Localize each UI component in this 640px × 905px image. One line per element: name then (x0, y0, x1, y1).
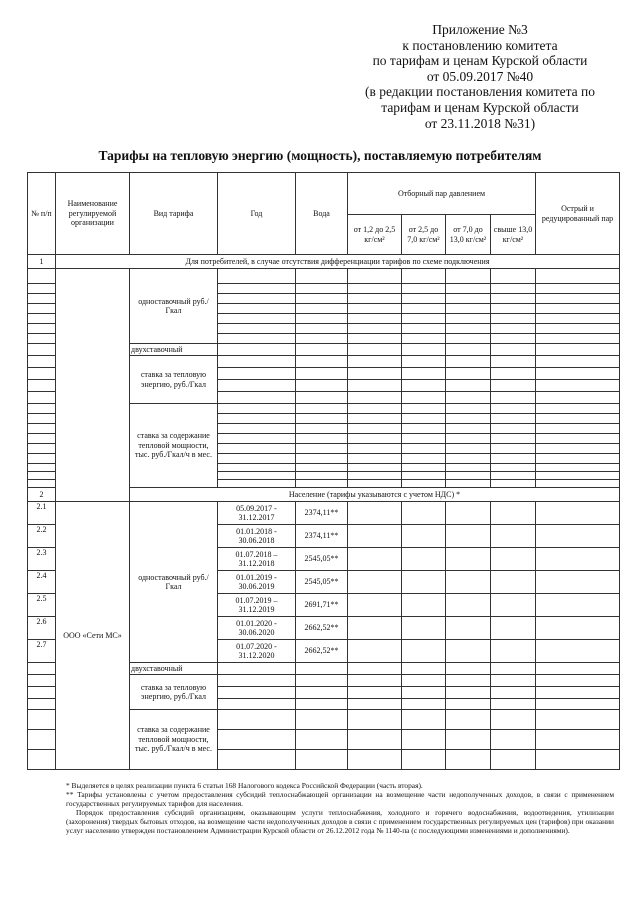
pressure-3-header: от 7,0 до 13,0 кг/см² (446, 215, 491, 255)
header-block (330, 22, 630, 131)
section-2-org: ООО «Сети МС» (56, 502, 130, 770)
row-water: 2662,52** (296, 640, 348, 663)
row-period: 01.07.2019 – 31.12.2019 (218, 594, 296, 617)
section-1-two-rate: двухставочный (130, 344, 218, 356)
row-period: 01.01.2019 - 30.06.2019 (218, 571, 296, 594)
section-1-row (28, 255, 620, 269)
header-line: от 23.11.2018 №31) (424, 115, 536, 131)
header-line: от 05.09.2017 №40 (426, 68, 534, 84)
row-water: 2545,05** (296, 548, 348, 571)
section-2-num: 2 (28, 488, 56, 502)
footnote-subsidy: ** Тарифы установлены с учетом предоставления субсидий теплоснабжающей организации на возмещение части недополученных доходов, в связи с применением государственных регулируемых тарифов для населения. (66, 790, 614, 808)
table-header-row (28, 173, 620, 215)
document-title: Тарифы на тепловую энергию (мощность), поставляемую потребителям (98, 148, 542, 163)
row-num: 2.5 (28, 594, 56, 617)
col-tariff-type-header: Вид тарифа (130, 173, 218, 255)
row-water: 2374,11** (296, 525, 348, 548)
section-1-single-rate: одноставочный руб./Гкал (130, 269, 218, 344)
col-org-header: Наименование регулируемой организации (56, 173, 130, 255)
row-water: 2691,71** (296, 594, 348, 617)
section-1-title: Для потребителей, в случае отсутствия дифференциации тарифов по схеме подключения (56, 255, 620, 269)
header-line: тарифам и ценам Курской области (381, 99, 579, 115)
section-2-two-rate: двухставочный (130, 663, 218, 675)
row-water: 2662,52** (296, 617, 348, 640)
row-period: 01.01.2018 - 30.06.2018 (218, 525, 296, 548)
section-2-single-rate: одноставочный руб./Гкал (130, 502, 218, 663)
row-num: 2.4 (28, 571, 56, 594)
section-2-title: Население (тарифы указываются с учетом НДС) * (130, 488, 620, 502)
col-sharp-steam-header: Острый и редуцированный пар (536, 173, 620, 255)
row-period: 01.01.2020 - 30.06.2020 (218, 617, 296, 640)
section-2-energy-rate: ставка за тепловую энергию, руб./Гкал (130, 675, 218, 710)
header-line: (в редакции постановления комитета по (364, 84, 595, 100)
col-num-header: № п/п (28, 173, 56, 255)
row-num: 2.1 (28, 502, 56, 525)
row-period: 05.09.2017 - 31.12.2017 (218, 502, 296, 525)
header-line: к постановлению комитета (402, 37, 558, 53)
section-1-num: 1 (28, 255, 56, 269)
col-steam-header: Отборный пар давлением (348, 173, 536, 215)
footnote-procedure: Порядок предоставления субсидий организациям, оказывающим услуги теплоснабжения, холодного и горячего водоснабжения, водоотведения, утилизации (захоронения) твердых бытовых отходов, на возмещение части недополученных доходов в связи с применением государственных регулируемых цен (тарифов) при оказании услуг населению утвержден постановлением Администрации Курской области от 26.12.2012 года № 1140-па (с последующими изменениями и дополнениями). (66, 808, 614, 835)
col-year-header: Год (218, 173, 296, 255)
table-row (28, 502, 620, 525)
row-water: 2545,05** (296, 571, 348, 594)
col-water-header: Вода (296, 173, 348, 255)
header-line: Приложение №3 (432, 22, 528, 37)
pressure-2-header: от 2,5 до 7,0 кг/см² (402, 215, 446, 255)
row-period: 01.07.2020 - 31.12.2020 (218, 640, 296, 663)
row-period: 01.07.2018 – 31.12.2018 (218, 548, 296, 571)
tariff-table (27, 172, 620, 770)
section-1-energy-rate: ставка за тепловую энергию, руб./Гкал (130, 356, 218, 404)
row-num: 2.6 (28, 617, 56, 640)
row-water: 2374,11** (296, 502, 348, 525)
section-1-capacity-rate: ставка за содержание тепловой мощности, тыс. руб./Гкал/ч в мес. (130, 404, 218, 488)
section-1-org-cell (56, 269, 130, 502)
footnotes (66, 781, 614, 835)
row-num: 2.3 (28, 548, 56, 571)
row-num: 2.7 (28, 640, 56, 663)
header-line: по тарифам и ценам Курской области (372, 53, 588, 69)
pressure-1-header: от 1,2 до 2,5 кг/см² (348, 215, 402, 255)
pressure-4-header: свыше 13,0 кг/см² (491, 215, 536, 255)
footnote-vat: * Выделяется в целях реализации пункта 6 статьи 168 Налогового кодекса Российской Федерации (часть вторая). (66, 781, 423, 790)
section-2-capacity-rate: ставка за содержание тепловой мощности, тыс. руб./Гкал/ч в мес. (130, 710, 218, 770)
row-num: 2.2 (28, 525, 56, 548)
